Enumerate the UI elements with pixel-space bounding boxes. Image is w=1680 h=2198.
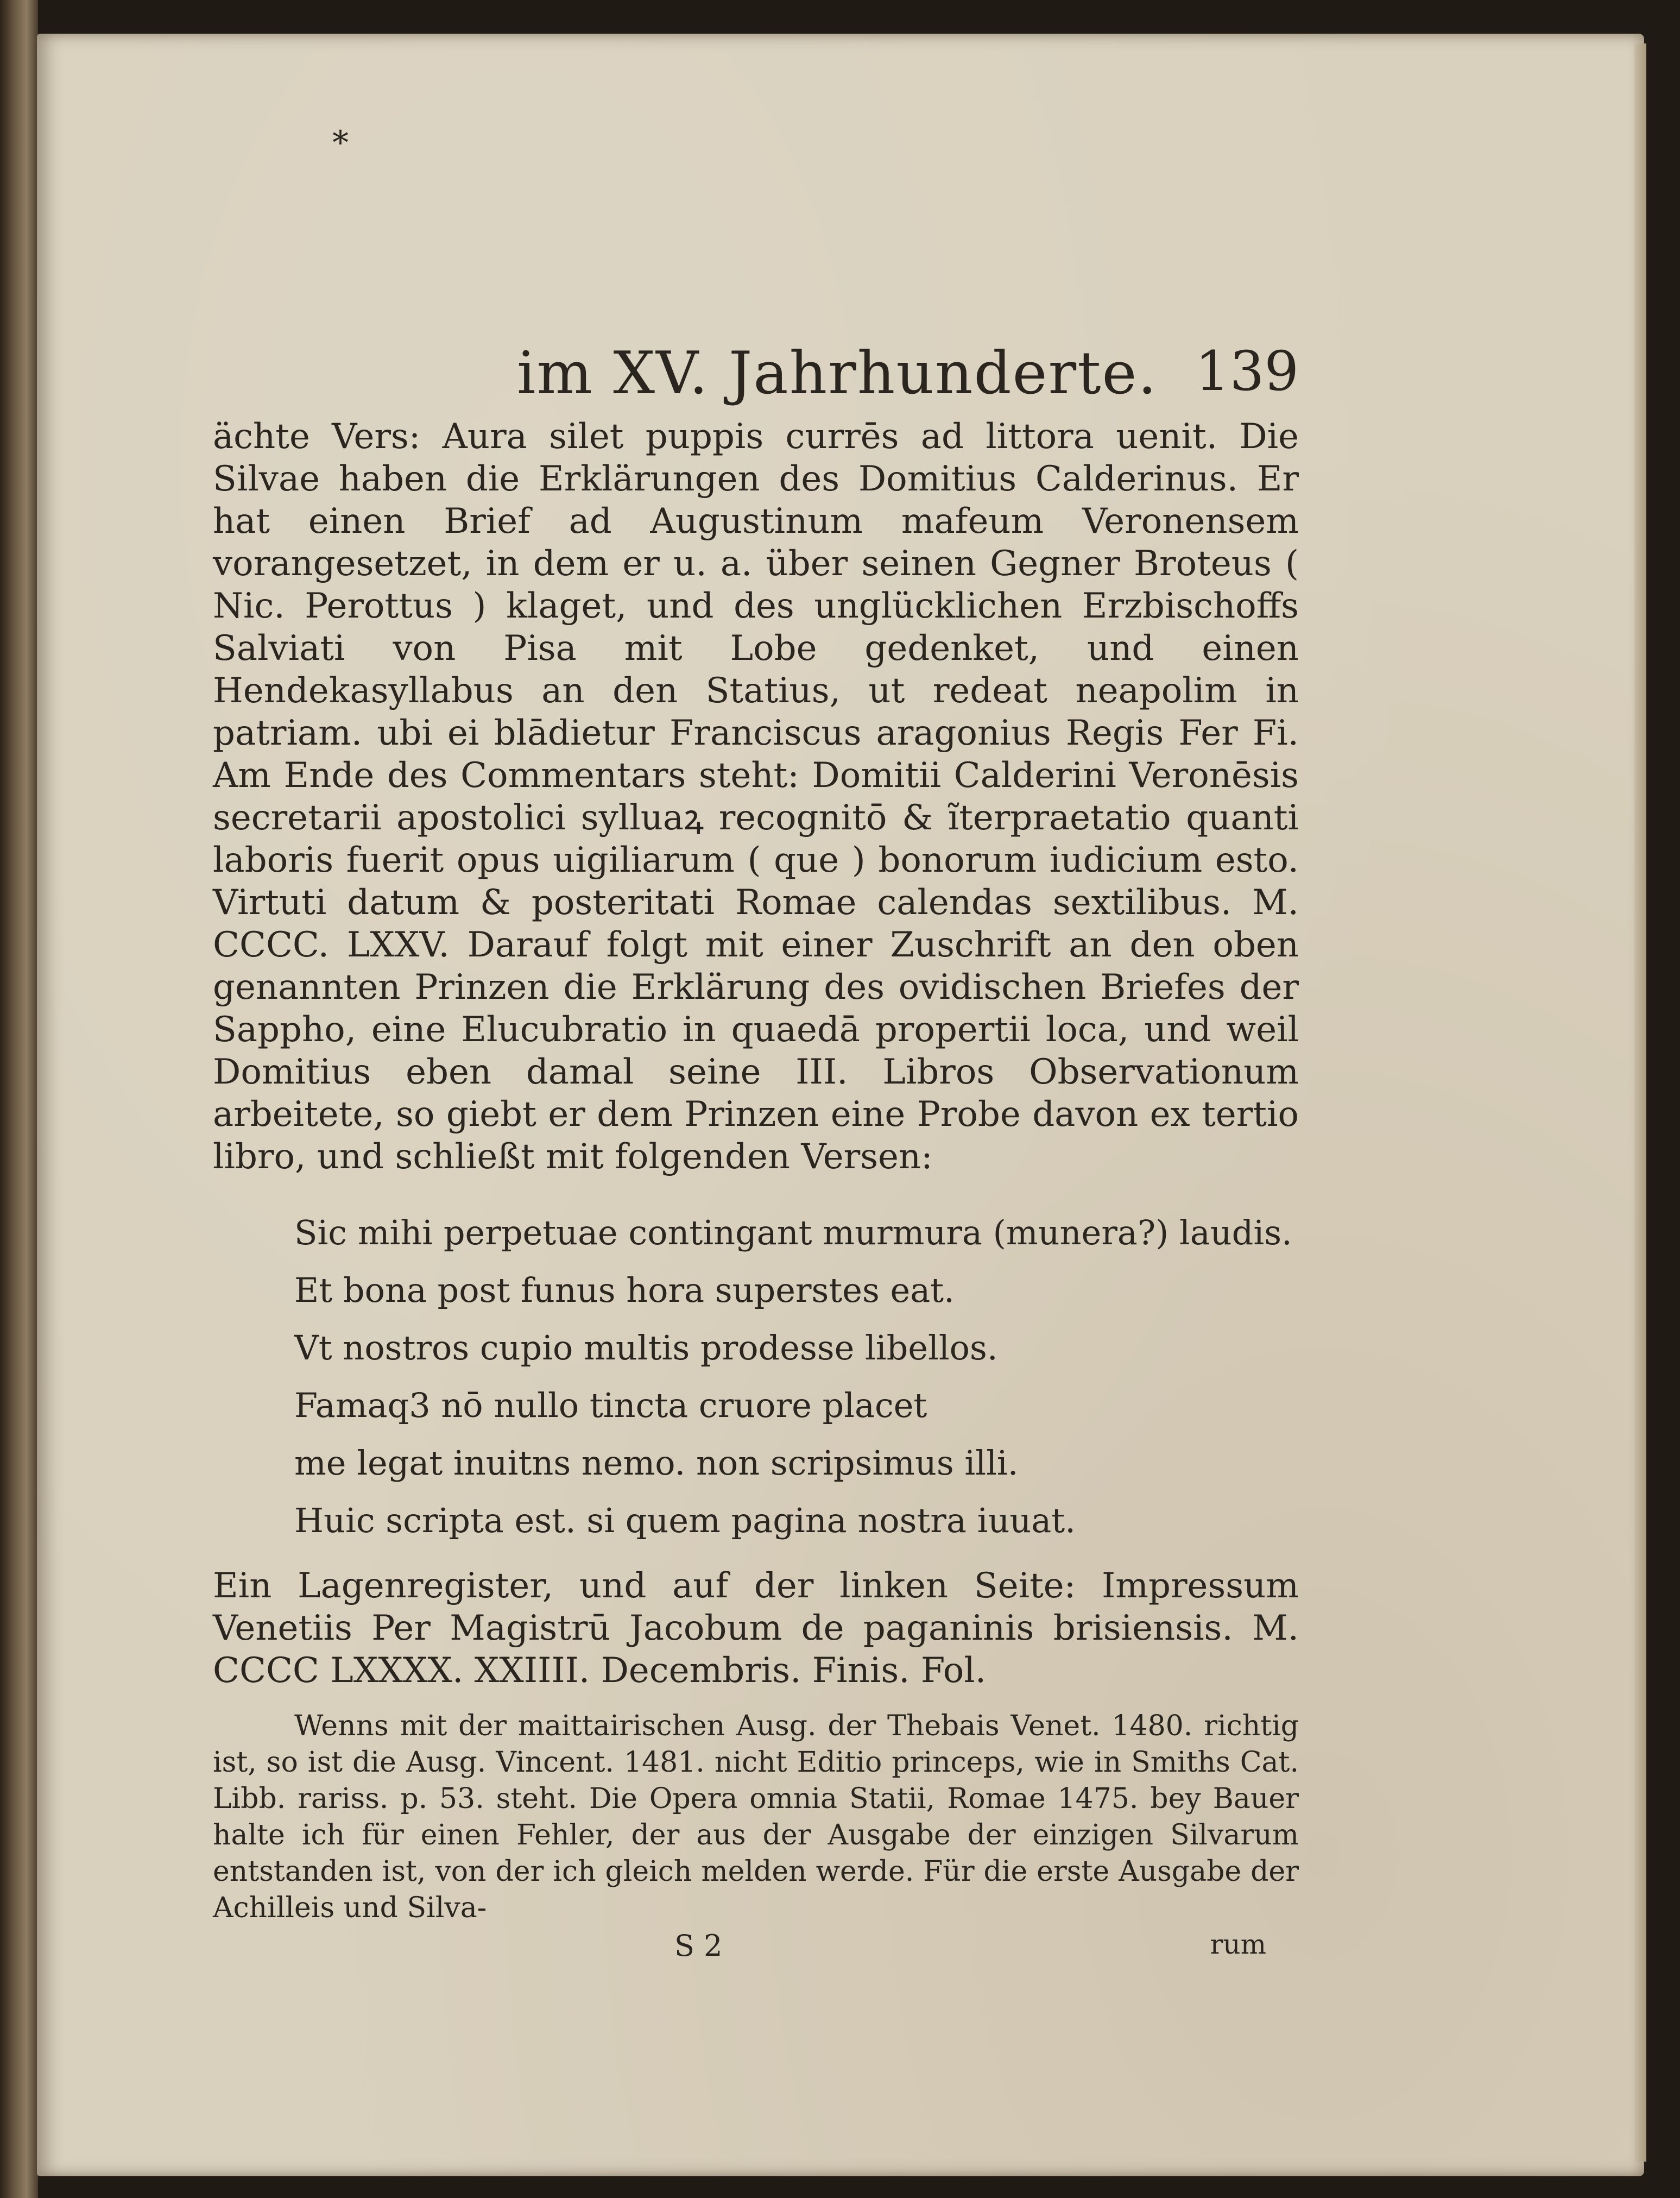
catchword: rum <box>1210 1929 1266 1960</box>
book-spine-edge <box>0 0 38 2198</box>
page-footer <box>213 1929 1299 1967</box>
verse-line: Famaq3 nō nullo tincta cruore placet <box>294 1385 927 1425</box>
signature-mark: S 2 <box>674 1929 723 1963</box>
page-number: 139 <box>1195 339 1299 403</box>
verse-line: Huic scripta est. si quem pagina nostra iuuat. <box>294 1501 1076 1540</box>
verse-line: Vt nostros cupio multis prodesse libellos. <box>294 1328 998 1368</box>
page-fore-edge <box>1634 43 1646 2162</box>
running-head-title: im XV. Jahrhunderte. <box>517 339 1158 407</box>
footnote: Wenns mit der maittairischen Ausg. der Thebais Venet. 1480. richtig ist, so ist die Ausg. Vincent. 1481. nicht Editio princeps, wie in Smiths Cat. Libb. rariss. p. 53. steht. Die Opera omnia Statii, Romae 1475. bey Bauer halte ich für einen Fehler, der aus der Ausgabe der einzigen Silvarum entstanden ist, von der ich gleich melden werde. Für die erste Ausgabe der Achilleis und Silva- <box>213 1710 1299 1924</box>
main-paragraph: ächte Vers: Aura silet puppis currēs ad littora uenit. Die Silvae haben die Erklärungen des Domitius Calderinus. Er hat einen Brief ad Augustinum mafeum Veronensem vorangesetzet, in dem er u. a. über seinen Gegner Broteus ( Nic. Perottus ) klaget, und des unglücklichen Erzbischoffs Salviati von Pisa mit Lobe gedenket, und einen Hendekasyllabus an den Statius, ut redeat neapolim in patriam. ubi ei blādietur Franciscus aragonius Regis Fer Fi. Am Ende des Commentars steht: Domitii Calderini Veronēsis secretarii apostolici sylluaꝝ recognitō & ĩterpraetatio quanti laboris fuerit opus uigiliarum ( que ) bonorum iudicium esto. Virtuti datum & posteritati Romae calendas sextilibus. M. CCCC. LXXV. Darauf folgt mit einer Zuschrift an den oben genannten Prinzen die Erklärung des ovidischen Briefes der Sappho, eine Elucubratio in quaedā propertii loca, und weil Domitius eben damal seine III. Libros Observationum arbeitete, so giebt er dem Prinzen eine Probe davon ex tertio libro, und schließt mit folgenden Versen: <box>213 417 1299 1177</box>
verse-block <box>294 1204 1299 1550</box>
verse-line: Et bona post funus hora superstes eat. <box>294 1270 955 1310</box>
verse-line: Sic mihi perpetuae contingant murmura (munera?) laudis. <box>294 1213 1292 1252</box>
page-text-block <box>213 339 1299 1967</box>
verse-line: me legat inuitns nemo. non scripsimus illi. <box>294 1443 1019 1483</box>
running-head <box>213 339 1299 415</box>
colophon-paragraph: Ein Lagenregister, und auf der linken Seite: Impressum Venetiis Per Magistrū Jacobum de paganinis brisiensis. M. CCCC LXXXX. XXIIII. Decembris. Finis. Fol. <box>213 1566 1299 1691</box>
marginal-mark: * <box>332 124 349 162</box>
